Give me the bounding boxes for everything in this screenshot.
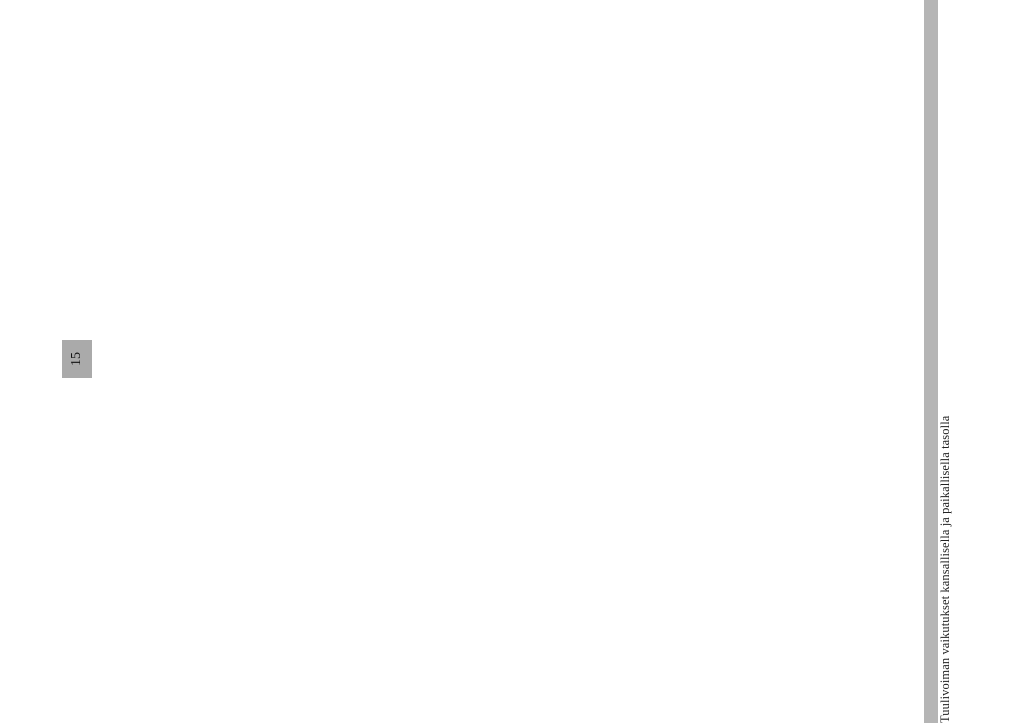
header-bar [924, 0, 938, 723]
running-header: Tuulivoiman vaikutukset kansallisella ja paikallisella tasolla [938, 415, 952, 723]
page-number: 15 [62, 340, 92, 378]
